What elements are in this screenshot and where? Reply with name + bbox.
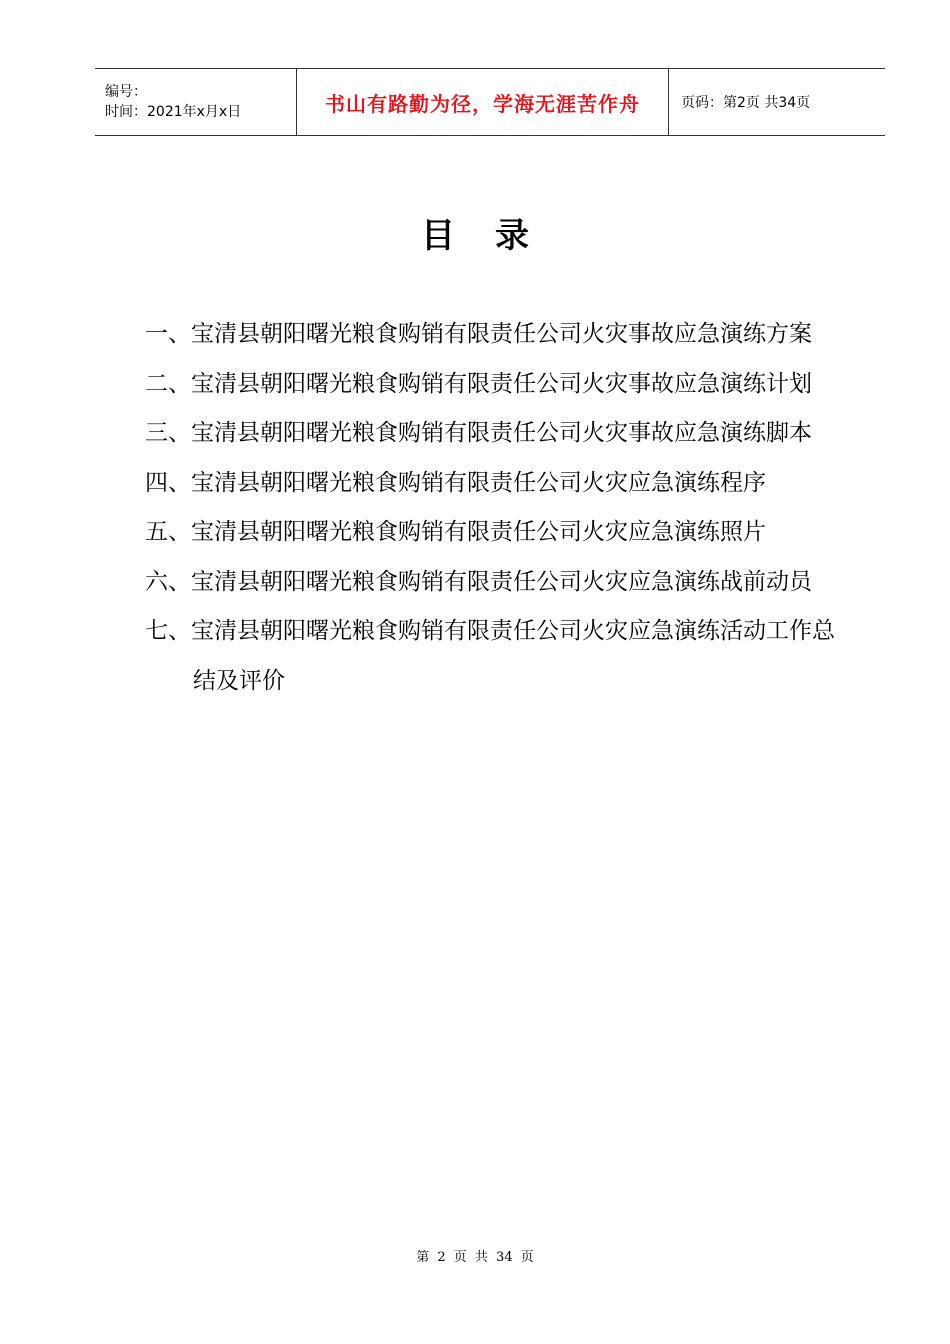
header-motto [297,69,669,135]
toc-item-5: 五、宝清县朝阳曙光粮食购销有限责任公司火灾应急演练照片 [145,519,766,545]
serial-label: 编号： [105,84,147,100]
toc-item-7: 七、宝清县朝阳曙光粮食购销有限责任公司火灾应急演练活动工作总结及评价 [145,618,835,694]
page-footer: 第 2 页 共 34 页 [416,1250,534,1265]
toc-item-1: 一、宝清县朝阳曙光粮食购销有限责任公司火灾事故应急演练方案 [145,321,812,347]
toc-item-6: 六、宝清县朝阳曙光粮食购销有限责任公司火灾应急演练战前动员 [145,568,812,595]
table-of-contents [145,310,845,706]
toc-item-2: 二、宝清县朝阳曙光粮食购销有限责任公司火灾事故应急演练计划 [145,370,812,397]
page-info-text: 页码：第2页 共34页 [681,95,811,111]
time-label: 时间：2021年x月x日 [105,104,242,120]
header-page-info [669,69,885,135]
page-header [95,68,885,136]
header-meta [95,69,297,135]
page-title: 目录 [421,216,569,256]
toc-item-3: 三、宝清县朝阳曙光粮食购销有限责任公司火灾事故应急演练脚本 [145,420,812,446]
toc-item-4: 四、宝清县朝阳曙光粮食购销有限责任公司火灾应急演练程序 [145,469,766,496]
motto-text: 书山有路勤为径，学海无涯苦作舟 [325,91,640,116]
